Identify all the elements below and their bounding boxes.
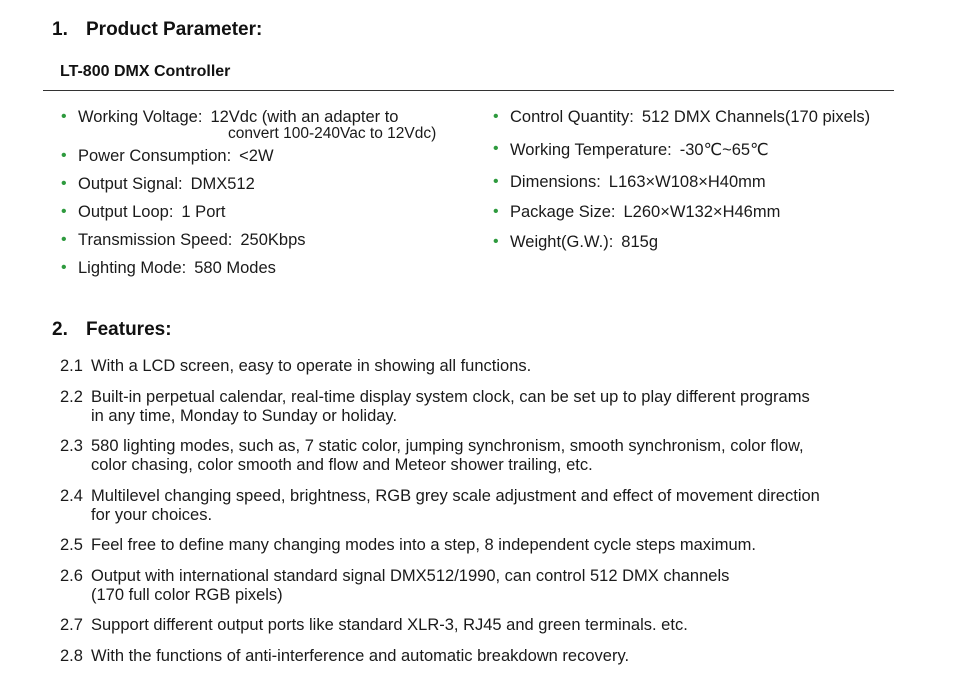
param-working-temperature [493,140,913,160]
bullet-icon: • [493,140,499,157]
product-subtitle: LT-800 DMX Controller [60,63,231,80]
param-package-size [493,203,913,222]
param-value: 815g [621,233,659,251]
param-label: Output Signal: [78,175,183,193]
param-value: 512 DMX Channels(170 pixels) [641,108,871,126]
param-lighting-mode [61,259,461,278]
section-1-title: Product Parameter: [86,19,263,40]
param-value: 250Kbps [240,231,306,249]
param-output-signal [61,175,461,194]
feature-number: 2.2 [60,388,83,406]
param-value: 12Vdc (with an adapter to [210,108,399,126]
divider [43,90,894,91]
param-power-consumption [61,147,461,166]
feature-text-continued: (170 full color RGB pixels) [91,586,283,604]
feature-item [60,437,910,475]
feature-number: 2.3 [60,437,83,455]
feature-number: 2.5 [60,536,83,554]
param-label: Lighting Mode: [78,259,187,277]
feature-item [60,357,910,376]
section-2-heading [52,319,172,341]
feature-item [60,388,910,426]
feature-text: With the functions of anti-interference and automatic breakdown recovery. [91,647,630,665]
feature-number: 2.8 [60,647,83,665]
bullet-icon: • [493,173,499,190]
param-value: DMX512 [190,175,255,193]
feature-text: Output with international standard signal DMX512/1990, can control 512 DMX channels [91,567,730,585]
param-label: Package Size: [510,203,616,221]
bullet-icon: • [61,203,67,220]
bullet-icon: • [61,147,67,164]
feature-text: Support different output ports like standard XLR-3, RJ45 and green terminals. etc. [91,616,688,634]
feature-text: Built-in perpetual calendar, real-time display system clock, can be set up to play different programs [91,388,810,406]
param-value-continued: convert 100-240Vac to 12Vdc) [228,125,437,142]
bullet-icon: • [493,203,499,220]
bullet-icon: • [493,233,499,250]
param-dimensions [493,173,913,192]
param-label: Weight(G.W.): [510,233,614,251]
param-value: L260×W132×H46mm [623,203,781,221]
section-2-number: 2. [52,319,68,340]
feature-item [60,487,910,525]
param-label: Transmission Speed: [78,231,233,249]
params-right-column [493,108,913,252]
feature-number: 2.7 [60,616,83,634]
param-value: -30℃~65℃ [679,141,769,159]
param-value: 580 Modes [194,259,276,277]
bullet-icon: • [493,108,499,125]
feature-text: With a LCD screen, easy to operate in showing all functions. [91,357,532,375]
param-transmission-speed [61,231,461,250]
param-label: Control Quantity: [510,108,634,126]
feature-text-continued: in any time, Monday to Sunday or holiday. [91,407,398,425]
bullet-icon: • [61,259,67,276]
feature-text-continued: for your choices. [91,506,213,524]
param-weight [493,233,913,252]
bullet-icon: • [61,175,67,192]
feature-item [60,567,910,605]
param-label: Dimensions: [510,173,601,191]
param-label: Power Consumption: [78,147,232,165]
param-label: Output Loop: [78,203,174,221]
feature-text-continued: color chasing, color smooth and flow and Meteor shower trailing, etc. [91,456,593,474]
param-control-quantity [493,108,913,127]
param-value: <2W [239,147,274,165]
feature-text: Multilevel changing speed, brightness, RGB grey scale adjustment and effect of movement direction [91,487,820,505]
bullet-icon: • [61,108,67,125]
params-left-column [61,108,461,278]
bullet-icon: • [61,231,67,248]
feature-number: 2.1 [60,357,83,375]
feature-item [60,536,910,555]
param-value: L163×W108×H40mm [608,173,766,191]
param-working-voltage [61,108,461,143]
param-label: Working Voltage: [78,108,203,126]
feature-number: 2.4 [60,487,83,505]
param-output-loop [61,203,461,222]
feature-number: 2.6 [60,567,83,585]
feature-text: Feel free to define many changing modes into a step, 8 independent cycle steps maximum. [91,536,756,554]
feature-item [60,616,910,635]
section-1-number: 1. [52,19,68,40]
feature-item [60,647,910,666]
param-value: 1 Port [181,203,226,221]
section-2-title: Features: [86,319,172,340]
feature-text: 580 lighting modes, such as, 7 static color, jumping synchronism, smooth synchronism, color flow, [91,437,804,455]
param-label: Working Temperature: [510,141,672,159]
section-1-heading [52,19,262,41]
